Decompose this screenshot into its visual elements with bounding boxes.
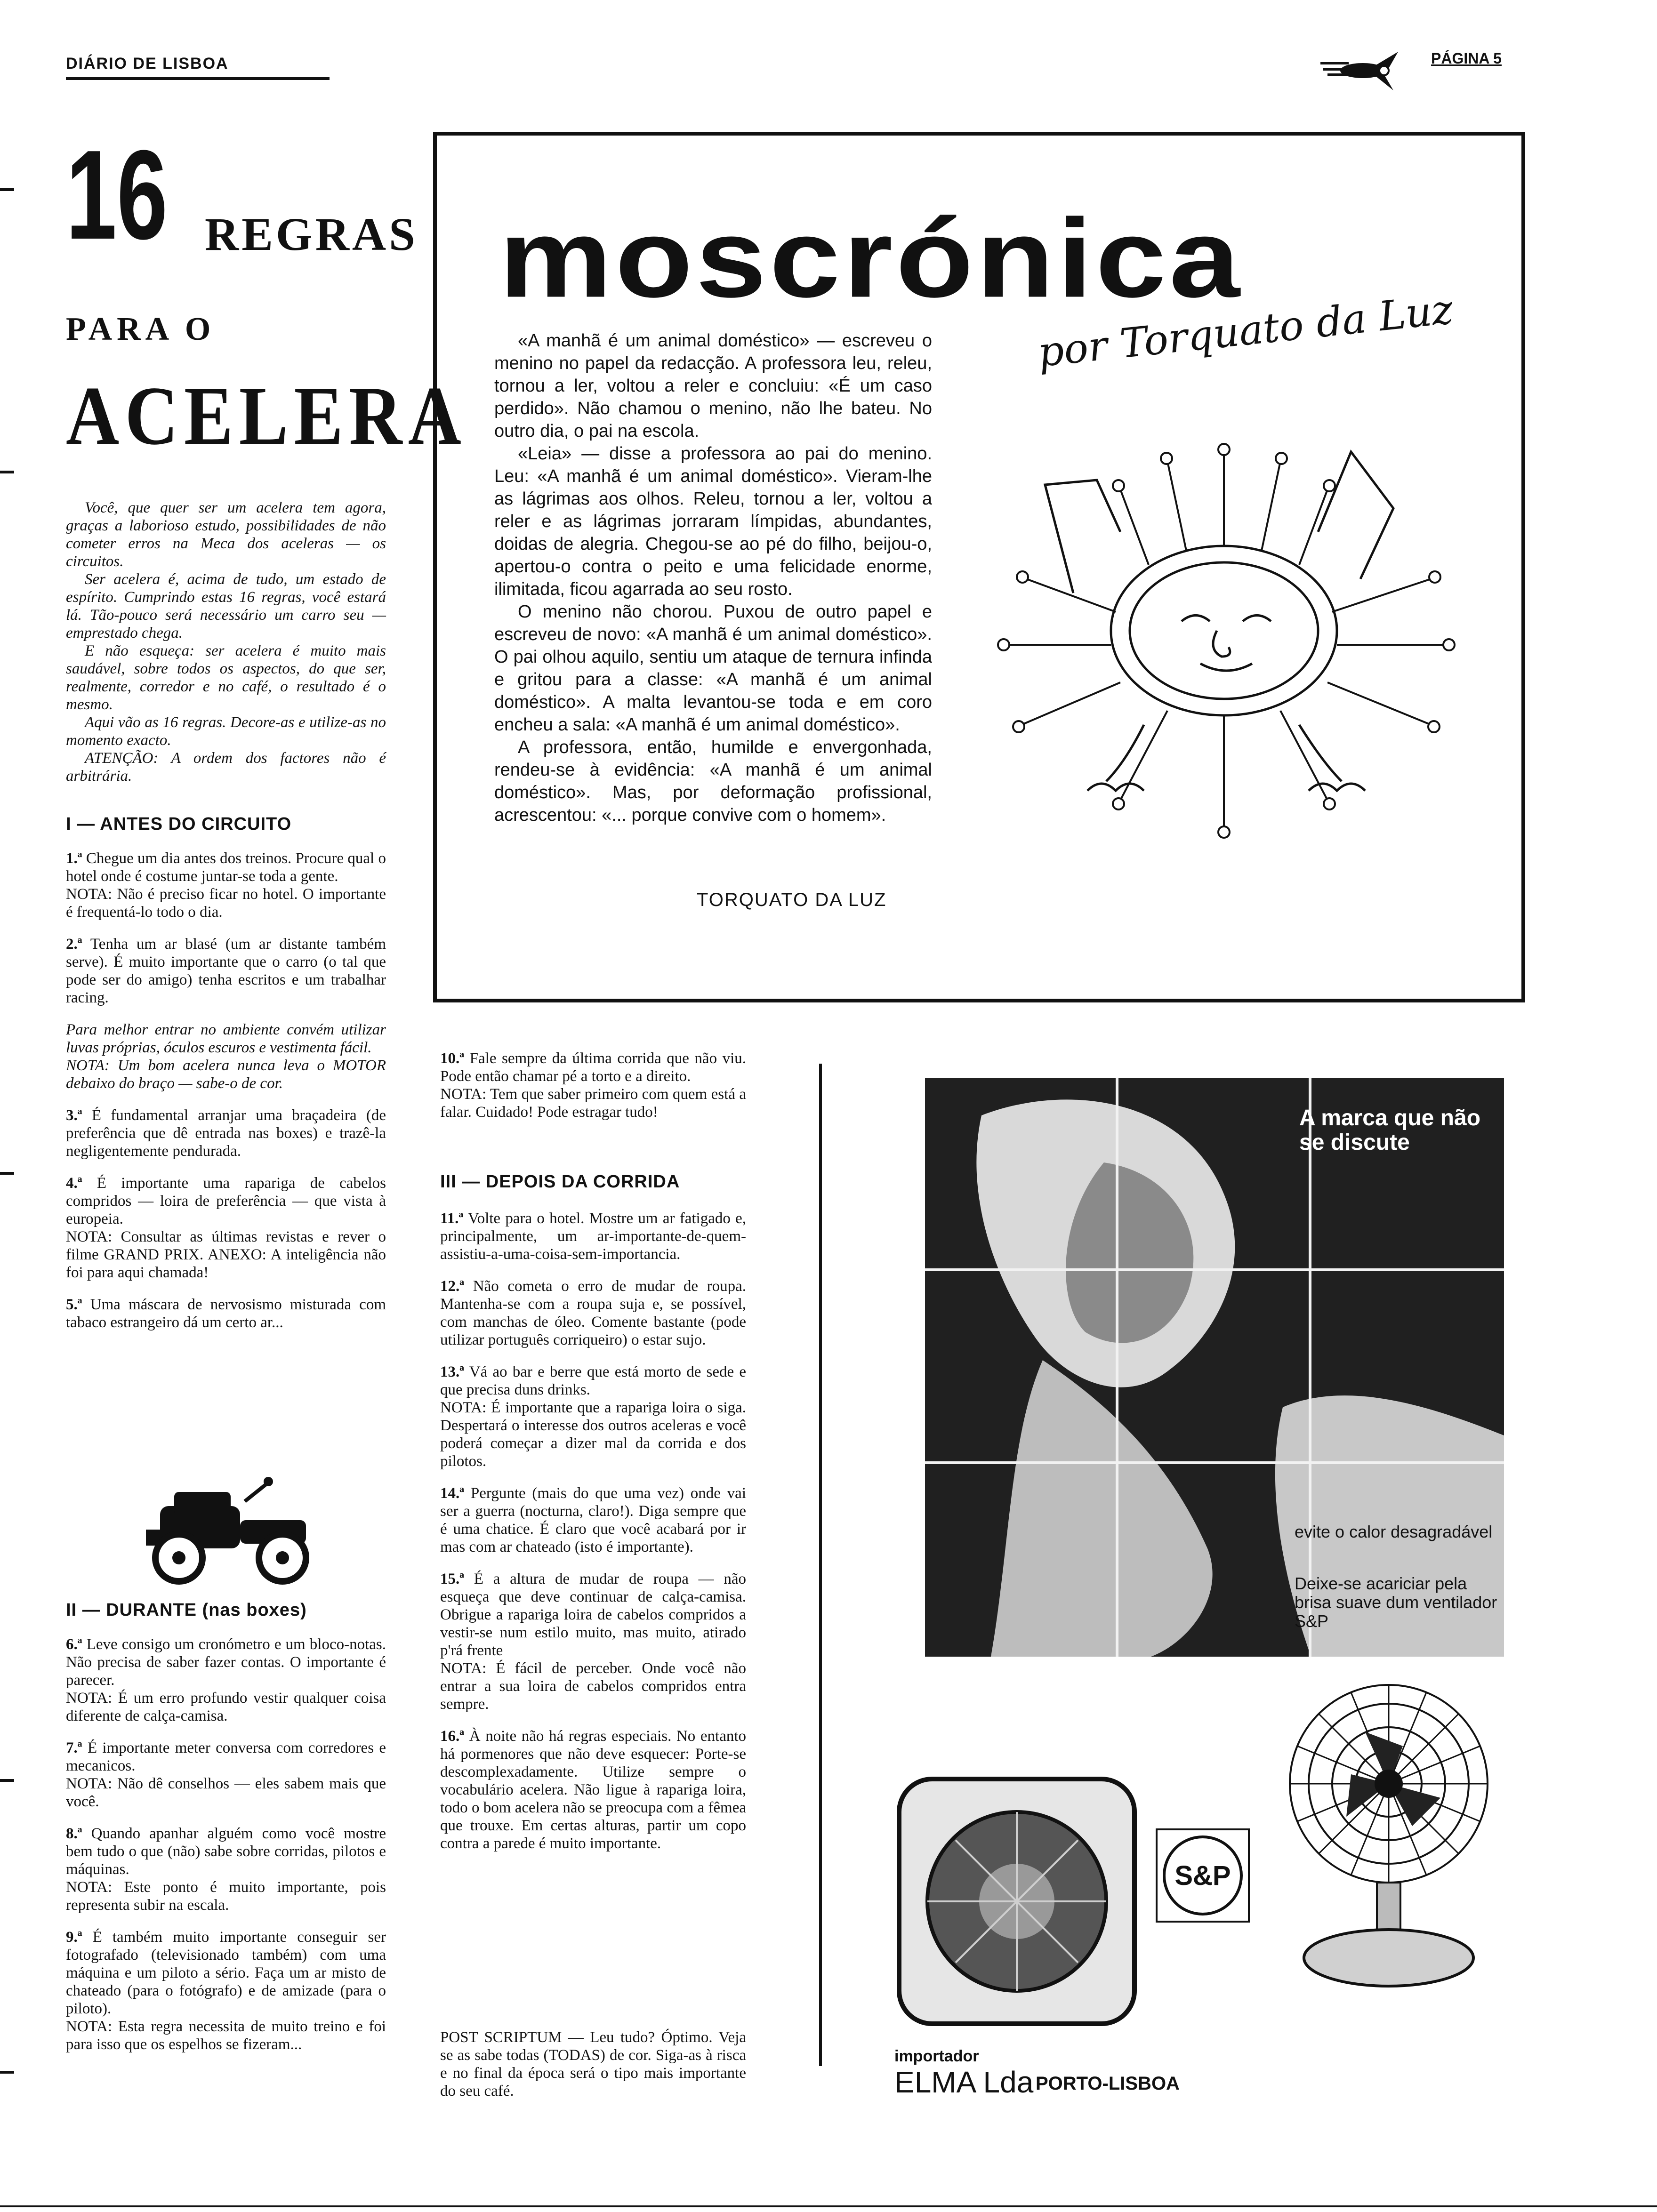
rule-number: 7.ª	[66, 1739, 82, 1756]
rules-list	[66, 1635, 386, 2068]
rules-list	[66, 850, 386, 1346]
rule-note: NOTA: Este ponto é muito importante, pois representa subir na escala.	[66, 1879, 386, 1914]
rule-text: Não cometa o erro de mudar de roupa. Mantenha-se com a roupa suja e, se possível, com manchas de óleo. Comente bastante (pode utilizar português corriqueiro) o estar sujo.	[440, 1278, 746, 1348]
rule-item	[440, 1363, 746, 1470]
rule-number: 15.ª	[440, 1571, 465, 1587]
intro-paragraph: Você, que quer ser um acelera tem agora, graças a laborioso estudo, possibilidades de não cometer erros na Meca dos aceleras — os circuitos.	[66, 499, 386, 570]
rule-item	[440, 1277, 746, 1349]
rule-item	[440, 1570, 746, 1713]
headline-para: PARA O	[66, 311, 216, 347]
importer-city: PORTO-LISBOA	[1036, 2073, 1180, 2094]
intro-text	[66, 499, 386, 785]
rule-number: 1.ª	[66, 850, 82, 867]
rule-text: Vá ao bar e berre que está morto de sede e que precisa duns drinks.	[440, 1363, 746, 1398]
rule-item	[440, 1484, 746, 1556]
rule-number: 3.ª	[66, 1107, 82, 1124]
rule-text: Pergunte (mais do que uma vez) onde vai ser a guerra (nocturna, claro!). Diga sempre que é uma chatice. É claro que você acabará por ir mas com ar chateado (isto é importante).	[440, 1485, 746, 1555]
page-bottom-rule	[0, 2205, 1657, 2207]
advert-subtext: evite o calor desagradável	[1295, 1522, 1493, 1541]
masthead-title: DIÁRIO DE LISBOA	[66, 55, 229, 72]
rule-number: 10.ª	[440, 1050, 465, 1067]
rule-text: Volte para o hotel. Mostre um ar fatigado e, principalmente, um ar-importante-de-quem-assistiu-a-uma-coisa-sem-importancia.	[440, 1210, 747, 1263]
headline-acelera: ACELERA	[66, 369, 467, 462]
rule-text: À noite não há regras especiais. No entanto há pormenores que não deve esquecer: Porte-se descomplexadamente. Utilize sempre o vocabulário acelera. Não ligue à rapariga loira, todo o bom acelera não se preocupa com a fêmea que trouxe. Em certas alturas, partir um copo contra a parede é muito importante.	[440, 1728, 747, 1852]
rule-text: Para melhor entrar no ambiente convém utilizar luvas próprias, óculos escuros e vestimenta fácil.	[66, 1021, 386, 1056]
rule-note: NOTA: Consultar as últimas revistas e rever o filme GRAND PRIX. ANEXO: A inteligência não foi para aqui chamada!	[66, 1228, 386, 1281]
rules-list	[440, 1050, 746, 1135]
headline-regras: REGRAS	[205, 208, 418, 260]
moscronica-signature: TORQUATO DA LUZ	[697, 890, 887, 910]
moscronica-byline: por Torquato da Luz	[1036, 286, 1456, 377]
rule-item	[66, 850, 386, 921]
rules-list	[440, 1210, 746, 1867]
rule-item	[66, 1021, 386, 1092]
rule-text: É a altura de mudar de roupa — não esqueça que deve continuar de calça-camisa. Obrigue a rapariga loira de cabelos compridos a vestir-se num estilo muito, mas muito, atirado p'rá frente	[440, 1571, 747, 1659]
importer-label: importador	[894, 2047, 979, 2065]
advert-photo	[925, 1078, 1504, 1657]
rule-note: NOTA: Não é preciso ficar no hotel. O importante é frequentá-lo todo o dia.	[66, 886, 386, 921]
moscronica-title: moscrónica	[499, 195, 1243, 321]
rule-note: NOTA: É fácil de perceber. Onde você não entrar a sua loira de cabelos compridos entra sempre.	[440, 1660, 746, 1713]
rule-note: NOTA: Esta regra necessita de muito treino e foi para isso que os espelhos se fizeram...	[66, 2018, 386, 2053]
rule-note: NOTA: Um bom acelera nunca leva o MOTOR debaixo do braço — sabe-o de cor.	[66, 1057, 386, 1092]
rule-text: É fundamental arranjar uma braçadeira (de preferência que dê entrada nas boxes) e trazê-la negligentemente pendurada.	[66, 1107, 386, 1160]
rule-item	[440, 1050, 746, 1121]
importer-name: ELMA Lda	[894, 2065, 1034, 2099]
rule-number: 6.ª	[66, 1636, 82, 1653]
wall-fan-illustration	[890, 1770, 1144, 2033]
rule-number: 12.ª	[440, 1278, 465, 1295]
rule-number: 9.ª	[66, 1929, 82, 1946]
section-heading: II — DURANTE (nas boxes)	[66, 1600, 307, 1620]
intro-paragraph: E não esqueça: ser acelera é muito mais saudável, sobre todos os aspectos, do que ser, realmente, corredor e no café, o resultado é o mesmo.	[66, 642, 386, 713]
rule-number: 2.ª	[66, 936, 82, 953]
rule-text: Leve consigo um cronómetro e um bloco-notas. Não precisa de saber fazer contas. O importante é parecer.	[66, 1636, 386, 1689]
rule-item	[66, 1739, 386, 1811]
rule-item	[66, 935, 386, 1007]
rule-text: Chegue um dia antes dos treinos. Procure qual o hotel onde é costume juntar-se toda a gente.	[66, 850, 386, 885]
fly-icon	[1318, 47, 1403, 94]
moscronica-text	[494, 329, 932, 826]
rule-item	[66, 1635, 386, 1725]
rule-item	[440, 1727, 746, 1852]
masthead-rule	[66, 77, 330, 80]
rule-text: É importante meter conversa com corredores e mecanicos.	[66, 1739, 386, 1774]
advert-subtext: Deixe-se acariciar pela brisa suave dum ventilador S&P	[1295, 1574, 1497, 1631]
rule-item	[66, 1296, 386, 1331]
woman-hair-photo	[925, 1078, 1504, 1657]
moscronica-paragraph: O menino não chorou. Puxou de outro papel e escreveu de novo: «A manhã é um animal doméstico». O pai olhou aquilo, sentiu um ataque de ternura infinda e gritou para a classe: «A manhã é um animal doméstico». A malta levantou-se toda e em coro encheu a sala: «A manhã é um animal doméstico».	[494, 602, 932, 735]
page-number: PÁGINA 5	[1431, 50, 1502, 67]
rule-number: 14.ª	[440, 1485, 465, 1502]
rule-text: Fale sempre da última corrida que não viu. Pode então chamar pé a torto e a direito.	[440, 1050, 746, 1085]
rule-note: NOTA: É um erro profundo vestir qualquer coisa diferente de calça-camisa.	[66, 1690, 386, 1724]
rule-item	[440, 1210, 746, 1263]
section-heading: I — ANTES DO CIRCUITO	[66, 814, 292, 834]
rule-text: Tenha um ar blasé (um ar distante também serve). É muito importante que o carro (o tal que pode ser do amigo) tenha escritos e um trabalhar racing.	[66, 936, 386, 1006]
intro-paragraph: Aqui vão as 16 regras. Decore-as e utilize-as no momento exacto.	[66, 714, 386, 749]
intro-paragraph: ATENÇÃO: A ordem dos factores não é arbitrária.	[66, 750, 386, 785]
rule-text: Uma máscara de nervosismo misturada com tabaco estrangeiro dá um certo ar...	[66, 1296, 386, 1331]
moscronica-paragraph: A professora, então, humilde e envergonhada, rendeu-se à evidência: «A manhã é um animal doméstico». Mas, por deformação profissional, acrescentou: «... porque convive com o homem».	[494, 737, 932, 825]
intro-paragraph: Ser acelera é, acima de tudo, um estado de espírito. Cumprindo estas 16 regras, você estará lá. Tão-pouco será necessário um carro seu — emprestado chega.	[66, 571, 386, 641]
rule-item	[66, 1174, 386, 1282]
rule-note: NOTA: Tem que saber primeiro com quem está a falar. Cuidado! Pode estragar tudo!	[440, 1086, 746, 1121]
sun-face-illustration	[979, 424, 1488, 894]
rule-item	[66, 1928, 386, 2053]
moscronica-paragraph: «Leia» — disse a professora ao pai do menino. Leu: «A manhã é um animal doméstico». Vieram-lhe as lágrimas aos olhos. Releu, tornou a ler, voltou a reler e as lágrimas jorraram límpidas, abundantes, doidas de alegria. Chegou-se ao pé do filho, beijou-o, apertou-o contra o peito e uma felicidade enorme, ilimitada, ficou agarrada ao seu rosto.	[494, 444, 932, 599]
rule-number: 8.ª	[66, 1825, 82, 1842]
advert-headline: A marca que não se discute	[1299, 1106, 1481, 1155]
rule-text: É também muito importante conseguir ser fotografado (televisionado também) com uma máquina e um piloto a sério. Faça um ar misto de chateado (para o fotógrafo) e de amizade (para o piloto).	[66, 1929, 386, 2017]
rule-number: 11.ª	[440, 1210, 464, 1227]
brand-logo: S&P	[1163, 1835, 1243, 1915]
rule-number: 4.ª	[66, 1175, 82, 1192]
desk-fan-illustration	[1271, 1675, 1506, 1996]
rule-number: 16.ª	[440, 1728, 465, 1745]
rule-number: 5.ª	[66, 1296, 82, 1313]
moscronica-paragraph: «A manhã é um animal doméstico» — escreveu o menino no papel da redacção. A professora leu, releu, tornou a ler, voltou a reler e concluiu: «É um caso perdido». Não chamou o menino, não lhe bateu. No outro dia, o pai na escola.	[494, 331, 932, 441]
rule-number: 13.ª	[440, 1363, 465, 1380]
rule-item	[66, 1825, 386, 1914]
vintage-car-illustration	[127, 1473, 325, 1586]
rule-note: NOTA: Não dê conselhos — eles sabem mais que você.	[66, 1775, 386, 1810]
rule-note: NOTA: É importante que a rapariga loira o siga. Despertará o interesse dos outros aceleras e você poderá começar a dizer mal da corrida e dos pilotos.	[440, 1399, 746, 1470]
rule-text: É importante uma rapariga de cabelos compridos — loira de preferência — que vista à europeia.	[66, 1175, 386, 1227]
section-heading: III — DEPOIS DA CORRIDA	[440, 1172, 680, 1192]
headline-number: 16	[66, 124, 168, 266]
rule-text: Quando apanhar alguém como você mostre bem tudo o que (não) sabe sobre corridas, pilotos e máquinas.	[66, 1825, 386, 1878]
postscript: POST SCRIPTUM — Leu tudo? Óptimo. Veja se as sabe todas (TODAS) de cor. Siga-as à risca e no final da época será o tipo mais importante do seu café.	[440, 2029, 746, 2100]
rule-item	[66, 1106, 386, 1160]
